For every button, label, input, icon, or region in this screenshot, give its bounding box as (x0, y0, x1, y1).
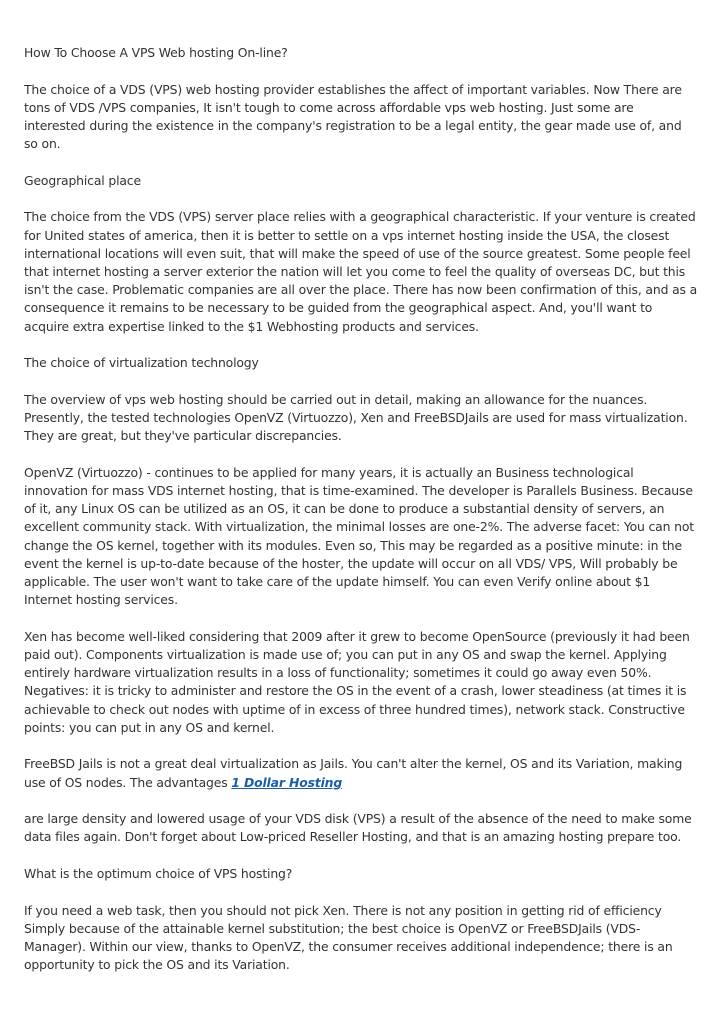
paragraph-geographical: The choice from the VDS (VPS) server place relies with a geographical characteristic. If your venture is created for United states of america, then it is better to settle on a vps internet hosting inside the USA, the closest international locations will even suit, that will make the speed of use of the source greatest. Some people feel that internet hosting a server exterior the nation will let you come to feel the quality of overseas DC, but this isn't the case. Problematic companies are all over the place. There has now been confirmation of this, and as a consequence it remains to be necessary to be guided from the geographical aspect. And, you'll want to acquire extra expertise linked to the $1 Webhosting products and services. (24, 209, 698, 334)
paragraph-xen: Xen has become well-liked considering that 2009 after it grew to become OpenSource (previously it had been paid out). Components virtualization is made use of; you can put in any OS and swap the kernel. Applying entirely hardware virtualization results in a loss of functionality; sometimes it could go away even 50%. Negatives: it is tricky to administer and restore the OS in the event of a crash, lower steadiness (at times it is achievable to check out nodes with uptime of in excess of three hundred times), network stack. Constructive points: you can put in any OS and kernel. (24, 628, 690, 735)
paragraph-freebsd-text: FreeBSD Jails is not a great deal virtualization as Jails. You can't alter the kernel, OS and its Variation, making use of OS nodes. The advantages (24, 756, 683, 790)
heading-geographical-place: Geographical place (24, 172, 141, 188)
document-title: How To Choose A VPS Web hosting On-line? (24, 45, 288, 60)
paragraph-freebsd (24, 755, 698, 791)
paragraph-intro: The choice of a VDS (VPS) web hosting provider establishes the affect of important variables. Now There are tons of VDS /VPS companies, It isn't tough to come across affordable vps web hosting. Just some are interested during the existence in the company's registration to be a legal entity, the gear made use of, and so on. (24, 81, 682, 152)
heading-virtualization: The choice of virtualization technology (24, 355, 259, 371)
heading-optimum-choice: What is the optimum choice of VPS hosting? (24, 866, 293, 882)
paragraph-virtualization-overview: The overview of vps web hosting should be carried out in detail, making an allowance for the nuances. Presently, the tested technologies OpenVZ (Virtuozzo), Xen and FreeBSDJails are used for mass virtualization. They are great, but they've particular discrepancies. (24, 391, 688, 444)
paragraph-openvz: OpenVZ (Virtuozzo) - continues to be applied for many years, it is actually an Business technological innovation for mass VDS internet hosting, that is time-examined. The developer is Parallels Business. Because of it, any Linux OS can be utilized as an OS, it can be done to produce a substantial density of servers, an excellent community stack. With virtualization, the minimal losses are one-2%. The adverse facet: You can not change the OS kernel, together with its modules. Even so, This may be regarded as a positive minute: in the event the kernel is up-to-date because of the hoster, the update will occur on all VDS/ VPS, Will probably be applicable. The user won't want to take care of the update himself. You can even Verify online about $1 Internet hosting services. (24, 464, 694, 608)
paragraph-optimum: If you need a web task, then you should not pick Xen. There is not any position in getting rid of efficiency Simply because of the attainable kernel substitution; the best choice is OpenVZ or FreeBSDJails (VDS-Manager). Within our view, thanks to OpenVZ, the consumer receives additional independence; there is an opportunity to pick the OS and its Variation. (24, 902, 673, 973)
one-dollar-hosting-link[interactable]: 1 Dollar Hosting (231, 774, 343, 790)
document-body (24, 44, 698, 993)
paragraph-advantages: are large density and lowered usage of your VDS disk (VPS) a result of the absence of the need to make some data files again. Don't forget about Low-priced Reseller Hosting, and that is an amazing hosting prepare too. (24, 811, 692, 845)
